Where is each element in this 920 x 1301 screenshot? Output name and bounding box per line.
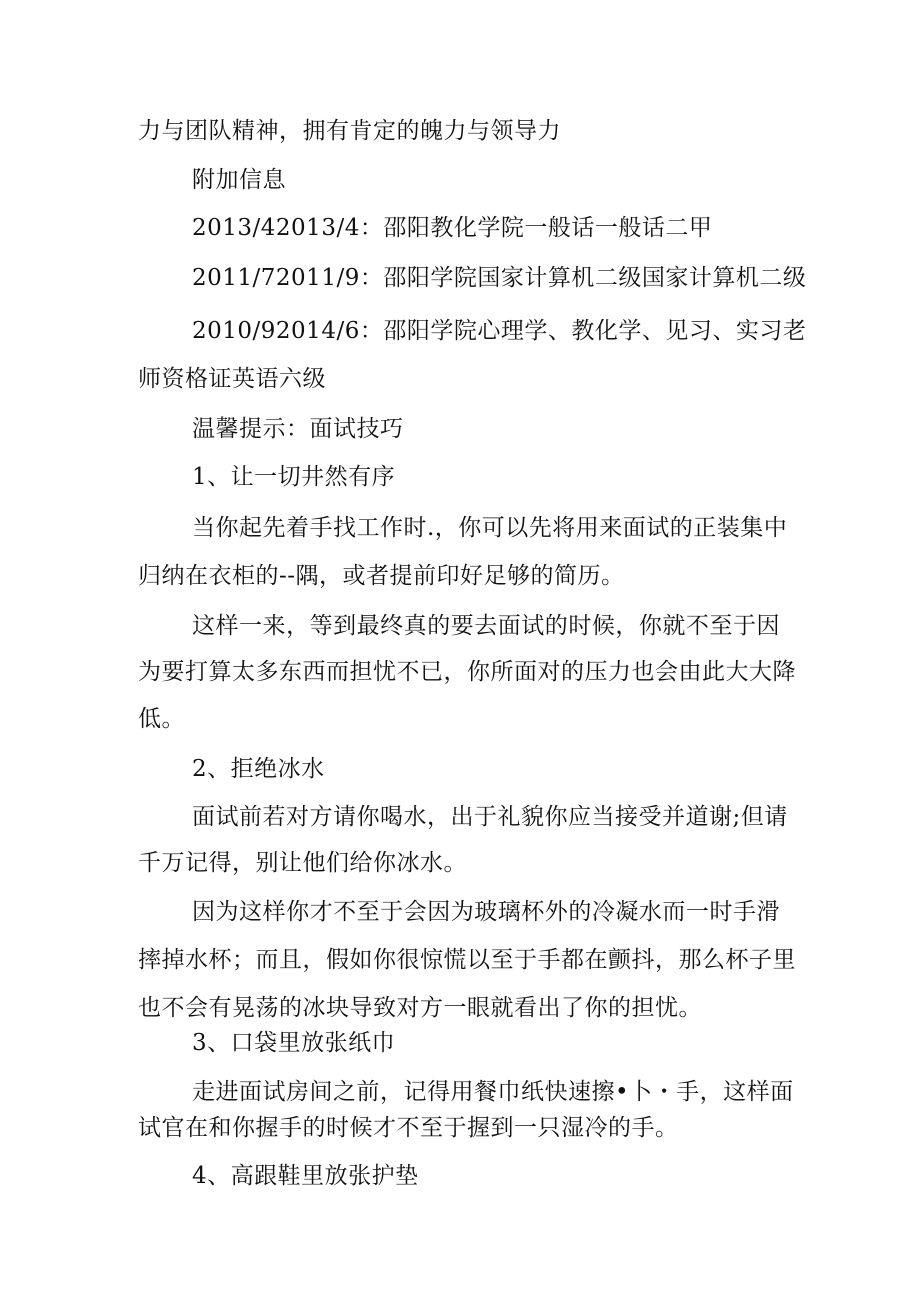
text-line: 为要打算太多东西而担忧不已，你所面对的压力也会由此大大降 bbox=[138, 659, 796, 685]
text-line: 试官在和你握手的时候才不至于握到一只湿冷的手。 bbox=[138, 1115, 679, 1141]
section-heading-tips: 温馨提示：面试技巧 bbox=[192, 416, 404, 442]
text-line: 归纳在衣柜的--隅，或者提前印好足够的简历。 bbox=[138, 563, 625, 589]
text-line: 千万记得，别让他们给你冰水。 bbox=[138, 850, 467, 876]
text-line: 力与团队精神，拥有肯定的魄力与领导力 bbox=[138, 118, 561, 144]
text-line: 这样一来，等到最终真的要去面试的时候，你就不至于因 bbox=[192, 613, 780, 639]
text-line: 也不会有晃荡的冰块导致对方一眼就看出了你的担忧。 bbox=[138, 995, 702, 1021]
text-line: 摔掉水杯；而且，假如你很惊慌以至于手都在颤抖，那么杯子里 bbox=[138, 947, 796, 973]
text-line: 面试前若对方请你喝水，出于礼貌你应当接受并道谢;但请 bbox=[192, 804, 788, 830]
text-line: 走进面试房间之前，记得用餐巾纸快速擦•卜・手，这样面 bbox=[192, 1079, 794, 1105]
text-line: 2011/72011/9：邵阳学院国家计算机二级国家计算机二级 bbox=[192, 265, 807, 291]
tip-heading-1: 1、让一切井然有序 bbox=[192, 464, 396, 490]
text-line: 当你起先着手找工作时.，你可以先将用来面试的正装集中 bbox=[192, 515, 788, 541]
text-line: 因为这样你才不至于会因为玻璃杯外的冷凝水而一时手滑 bbox=[192, 899, 780, 925]
tip-heading-3: 3、口袋里放张纸巾 bbox=[192, 1030, 396, 1056]
tip-heading-2: 2、拒绝冰水 bbox=[192, 756, 325, 782]
section-heading-additional-info: 附加信息 bbox=[192, 167, 286, 193]
text-line: 2010/92014/6：邵阳学院心理学、教化学、见习、实习老 bbox=[192, 318, 807, 344]
text-line: 师资格证英语六级 bbox=[138, 366, 326, 392]
text-line: 低。 bbox=[138, 706, 185, 732]
text-line: 2013/42013/4：邵阳教化学院一般话一般话二甲 bbox=[192, 215, 713, 241]
tip-heading-4: 4、高跟鞋里放张护垫 bbox=[192, 1163, 419, 1189]
